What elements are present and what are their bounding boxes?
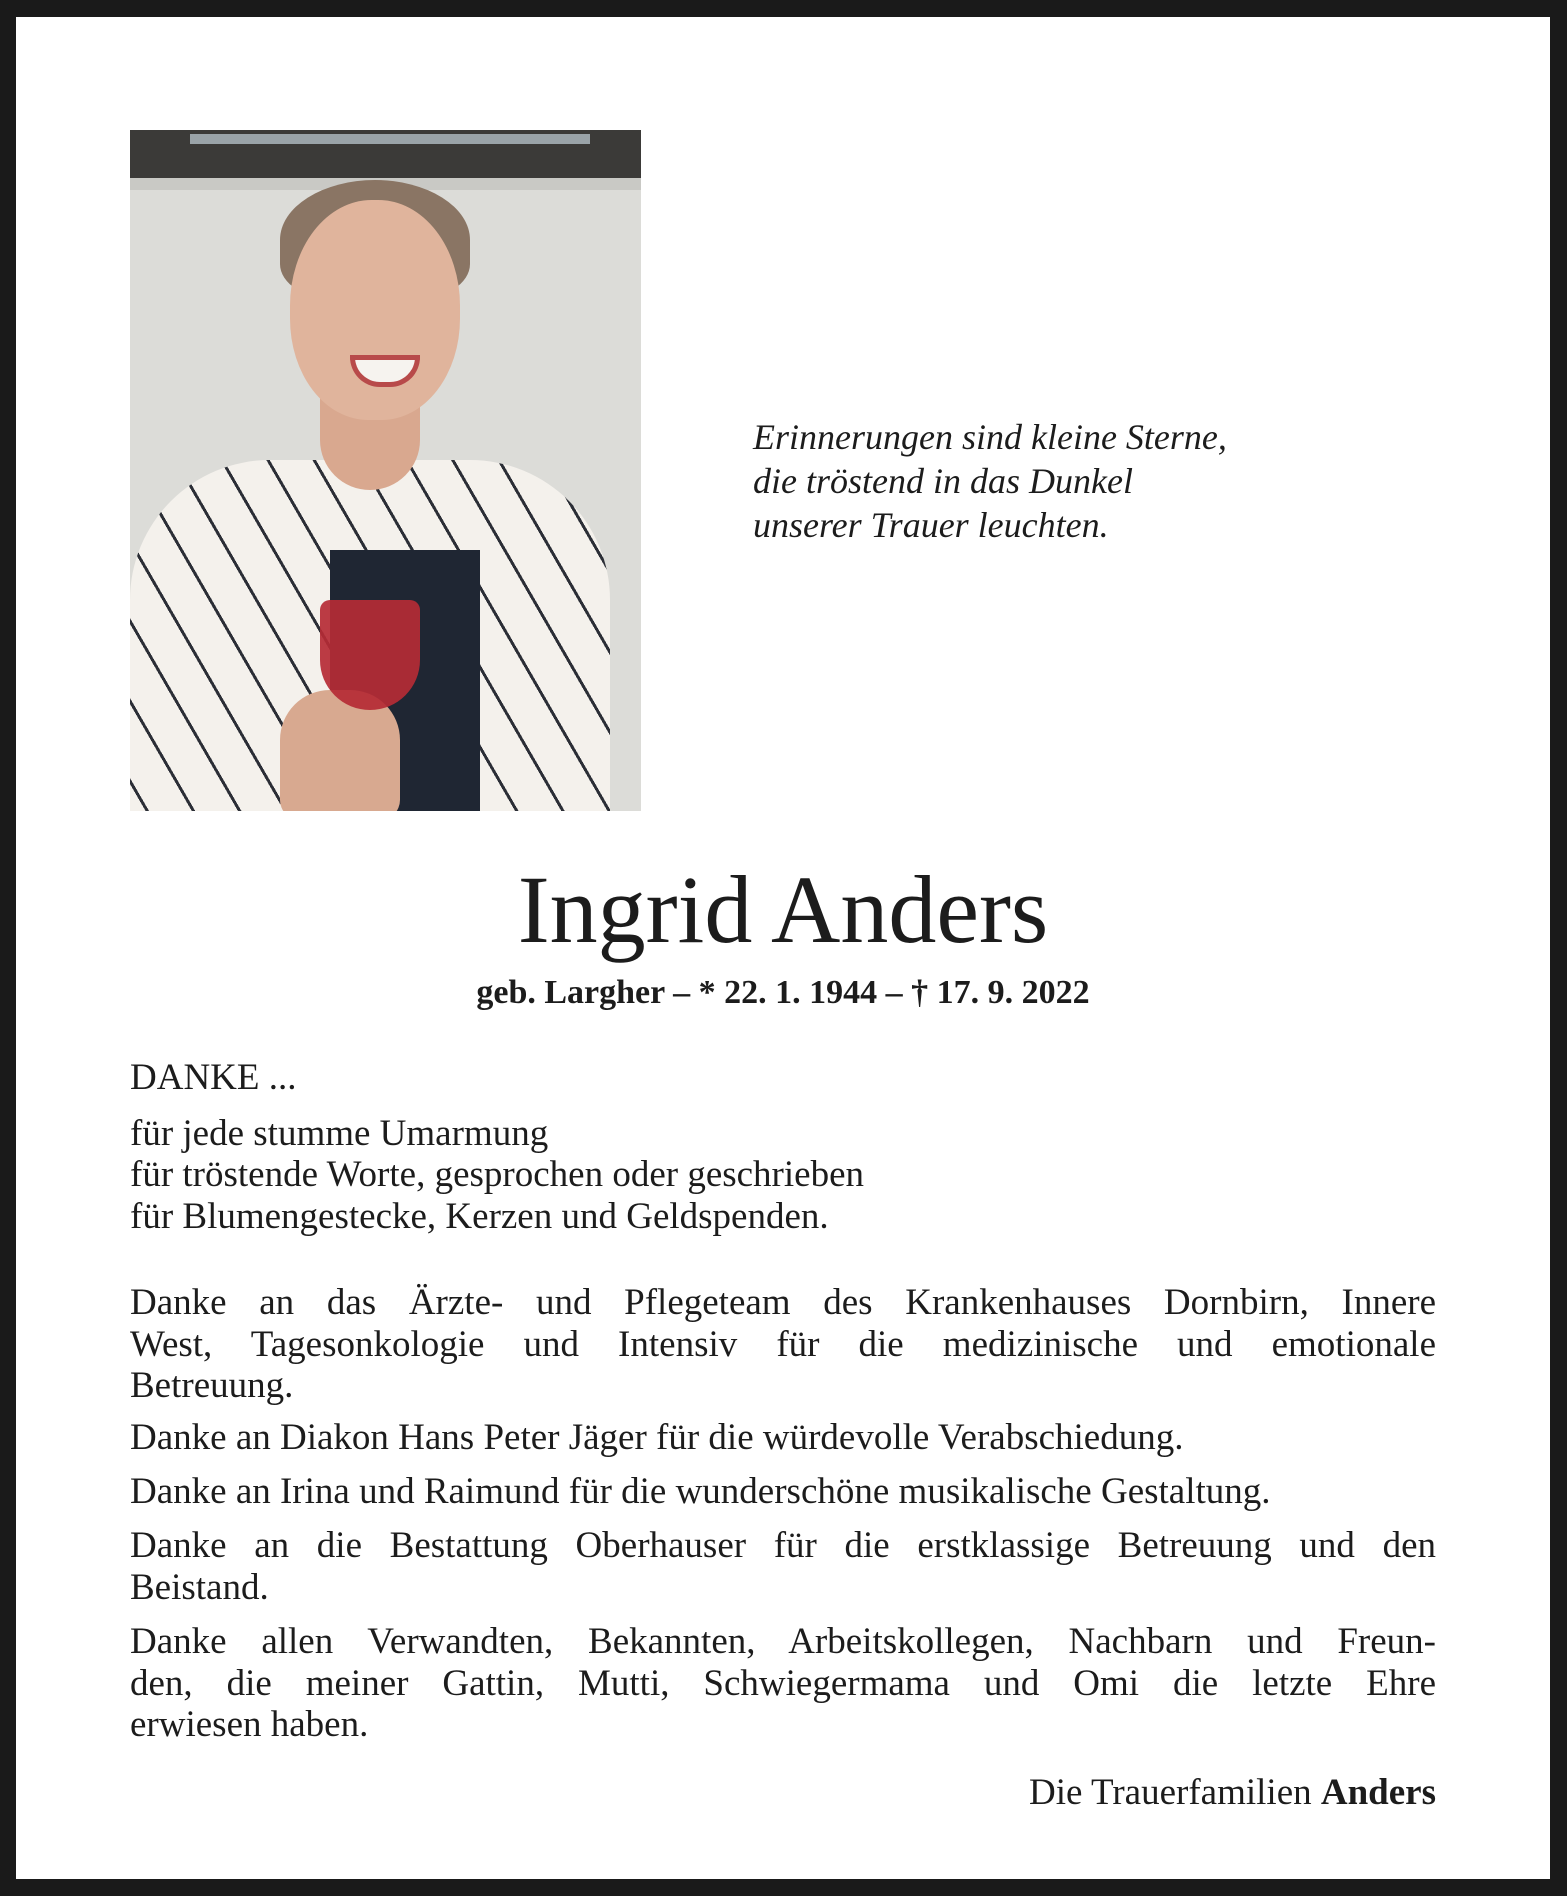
paragraph-line: den, die meiner Gattin, Mutti, Schwiegermama und Omi die letzte Ehre — [130, 1662, 1436, 1704]
quote-line: unserer Trauer leuchten. — [753, 505, 1109, 545]
photo-face — [290, 200, 460, 420]
thanks-line: für Blumengestecke, Kerzen und Geldspenden. — [130, 1195, 829, 1237]
thanks-intro — [130, 1057, 1436, 1237]
birth-death-dates: geb. Largher – * 22. 1. 1944 – † 17. 9. 2022 — [476, 974, 1090, 1011]
paragraph-line: Danke an das Ärzte- und Pflegeteam des Krankenhauses Dornbirn, Innere — [130, 1282, 1436, 1323]
quote-line: die tröstend in das Dunkel — [753, 461, 1133, 501]
deceased-name: Ingrid Anders — [517, 856, 1049, 963]
paragraph-relatives — [130, 1621, 1436, 1746]
obituary-page — [16, 17, 1550, 1879]
paragraph-line: Beistand. — [130, 1566, 269, 1608]
thanks-heading: DANKE ... — [130, 1057, 297, 1098]
signature-prefix: Die Trauerfamilien — [1029, 1772, 1312, 1813]
paragraph-line: Danke an die Bestattung Oberhauser für die erstklassige Betreuung und den — [130, 1525, 1436, 1566]
paragraph-hospital — [130, 1282, 1436, 1407]
thanks-line: für tröstende Worte, gesprochen oder geschrieben — [130, 1154, 865, 1195]
memorial-quote — [753, 415, 1227, 547]
paragraph-music — [130, 1471, 1436, 1513]
paragraph-line: Danke allen Verwandten, Bekannten, Arbeitskollegen, Nachbarn und Freun- — [130, 1621, 1436, 1662]
portrait-photo — [130, 130, 641, 811]
paragraph-line: erwiesen haben. — [130, 1704, 369, 1745]
paragraph-funeral-home — [130, 1525, 1436, 1608]
thanks-line: für jede stumme Umarmung — [130, 1112, 549, 1154]
photo-window-pane — [190, 134, 590, 144]
signature — [1029, 1772, 1436, 1814]
paragraph-line: Betreuung. — [130, 1365, 294, 1406]
paragraph-deacon — [130, 1417, 1436, 1459]
paragraph-line: Danke an Diakon Hans Peter Jäger für die würdevolle Verabschiedung. — [130, 1417, 1184, 1458]
signature-family: Anders — [1320, 1772, 1436, 1813]
photo-window — [130, 130, 641, 178]
photo-glass — [320, 600, 420, 710]
quote-line: Erinnerungen sind kleine Sterne, — [753, 417, 1227, 457]
paragraph-line: West, Tagesonkologie und Intensiv für die medizinische und emotionale — [130, 1323, 1436, 1365]
paragraph-line: Danke an Irina und Raimund für die wunderschöne musikalische Gestaltung. — [130, 1471, 1271, 1512]
